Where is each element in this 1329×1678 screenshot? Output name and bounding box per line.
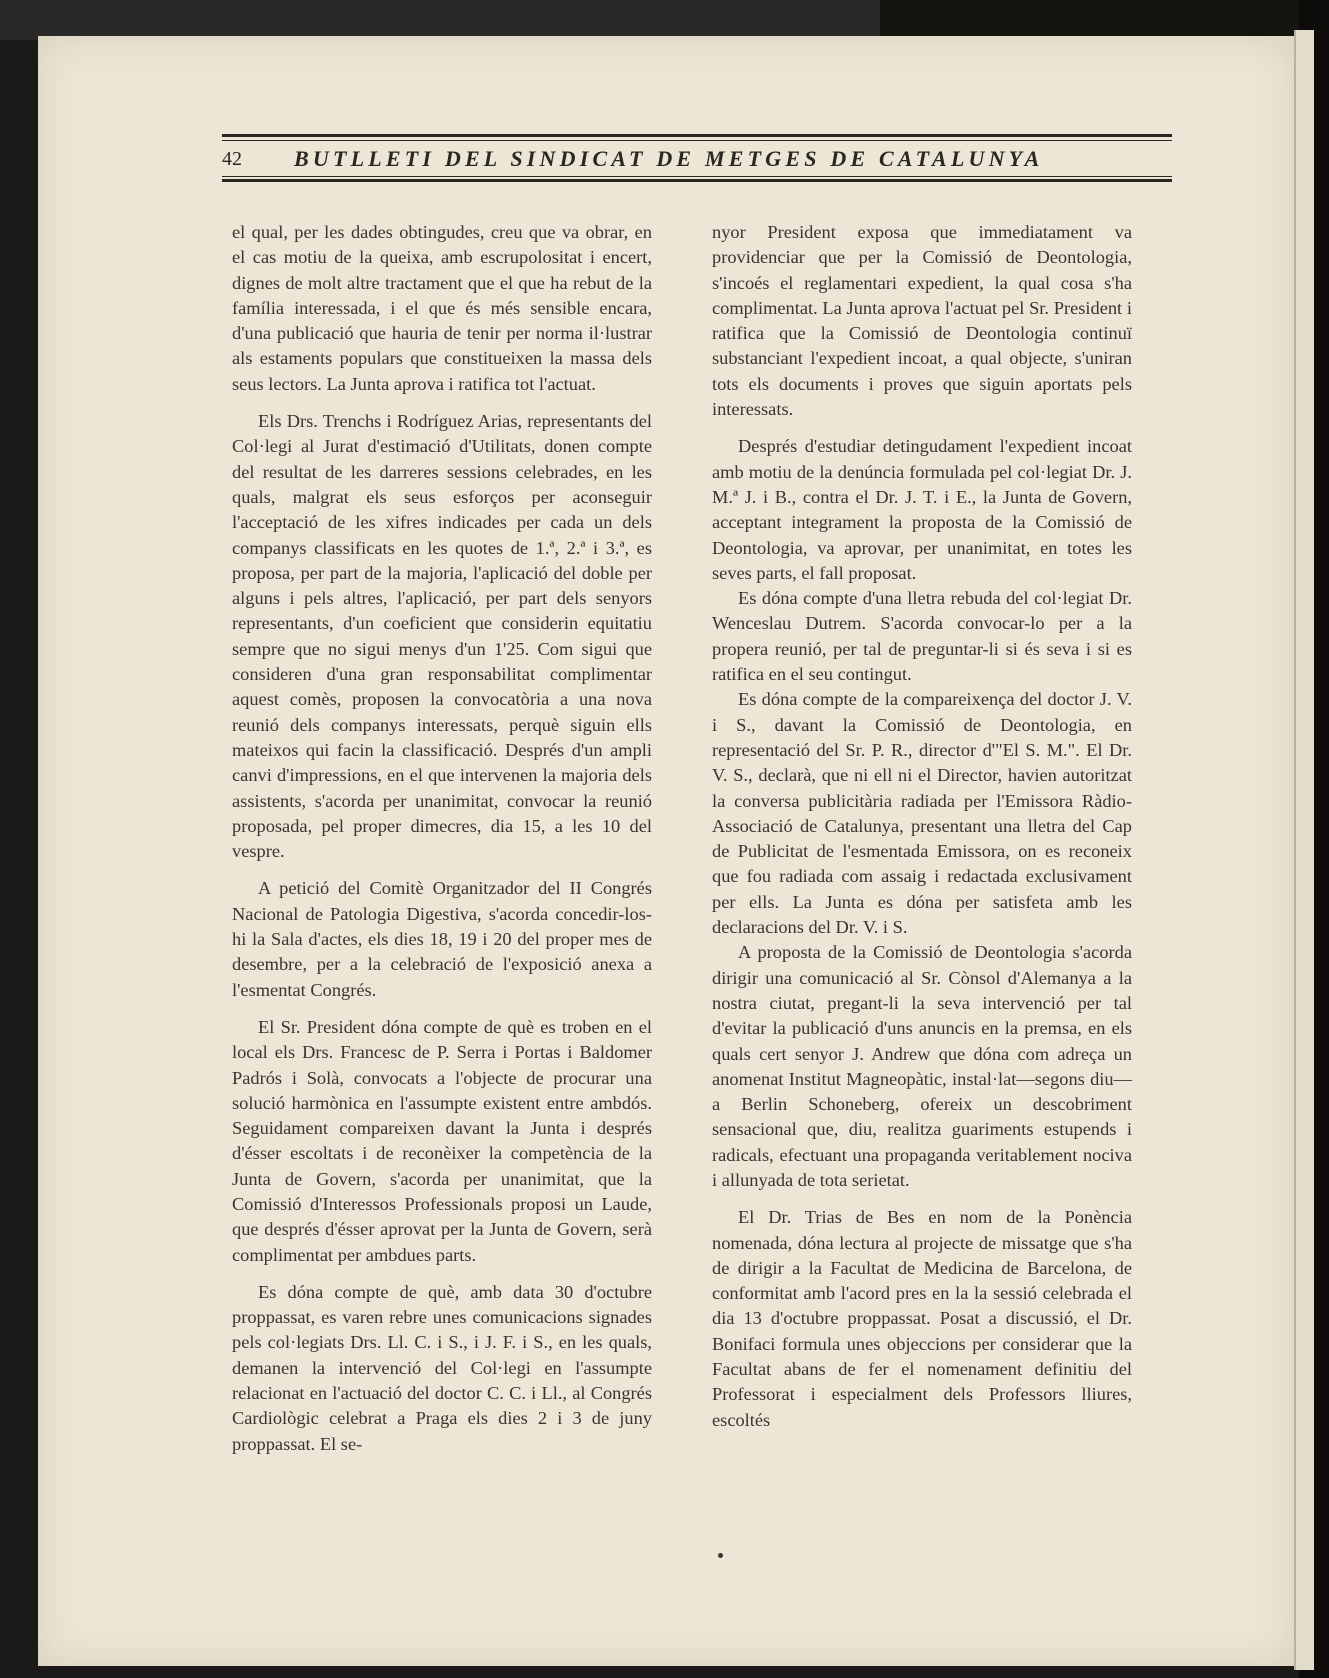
adjacent-page-edge [1294, 30, 1314, 1670]
paragraph: Es dóna compte de la compareixença del doctor J. V. i S., davant la Comissió de Deontologia, en representació del Sr. P. R., director d'"El S. M.". El Dr. V. S., declarà, que ni ell ni el Director, havien autoritzat la conversa publicitària radiada per l'Emissora Ràdio-Associació de Catalunya, presentant una lletra del Cap de Publicitat de l'esmentada Emissora, on es reconeix que fou radiada com assaig i redactada exclusivament per ells. La Junta es dóna per satisfeta amb les declaracions del Dr. V. i S. [712, 689, 1132, 938]
page-number: 42 [222, 148, 242, 170]
paragraph: el qual, per les dades obtingudes, creu que va obrar, en el cas motiu de la queixa, amb escrupolositat i encert, dignes de molt altre tractament que el que ha rebut de la família interessada, i el que és més sensible encara, d'una publicació que hauria de tenir per norma il·lustrar als estaments populars que constitueixen la massa dels seus lectors. La Junta aprova i ratifica tot l'actuat. [232, 222, 652, 394]
running-header [222, 134, 1172, 186]
left-column [232, 220, 652, 1457]
ink-speck [718, 1553, 723, 1558]
paragraph: A proposta de la Comissió de Deontologia s'acorda dirigir una comunicació al Sr. Cònsol d'Alemanya a la nostra ciutat, pregant-li la seva intervenció per tal d'evitar la publicació d'uns anuncis en la premsa, en els quals cert senyor J. Andrew que dóna com adreça un anomenat Institut Magneopàtic, instal·lat—segons diu—a Berlin Schoneberg, ofereix un descobriment sensacional que, diu, realitza guariments estupends i radicals, efectuant una propaganda veritablement nociva i allunyada de tota serietat. [712, 942, 1132, 1190]
paragraph: Després d'estudiar detingudament l'expedient incoat amb motiu de la denúncia formulada pel col·legiat Dr. J. M.ª J. i B., contra el Dr. J. T. i E., la Junta de Govern, acceptant integrament la proposta de la Comissió de Deontologia, va aprovar, per unanimitat, en totes les seves parts, el fall proposat. [712, 436, 1132, 583]
header-rule-bottom [222, 179, 1172, 182]
paragraph: Els Drs. Trenchs i Rodríguez Arias, representants del Col·legi al Jurat d'estimació d'Utilitats, donen compte del resultat de les darreres sessions celebrades, en les quals, malgrat els seus esforços per aconseguir l'acceptació de les xifres indicades per cada un dels companys classificats en les quotes de 1.ª, 2.ª i 3.ª, es proposa, per part de la majoria, l'aplicació del doble per alguns i pels altres, l'aplicació, per part dels senyors representants, d'un coeficient que considerin equitatiu sempre que no sigui menys d'un 1'25. Com sigui que consideren d'una gran responsabilitat complimentar aquest comès, proposen la convocatòria a una nova reunió dels companys interessats, perquè siguin ells mateixos qui facin la classificació. Després d'un ampli canvi d'impressions, en el que intervenen la majoria dels assistents, s'acorda per unanimitat, convocar la reunió proposada, pel proper dimecres, dia 15, a les 10 del vespre. [232, 411, 652, 862]
header-rule-top-thin [222, 140, 1172, 141]
paragraph: A petició del Comitè Organitzador del II Congrés Nacional de Patologia Digestiva, s'acorda concedir-los-hi la Sala d'actes, els dies 18, 19 i 20 del proper mes de desembre, per a la celebració de l'exposició anexa a l'esmentat Congrés. [232, 878, 652, 1000]
header-rule-top [222, 134, 1172, 137]
paragraph: El Sr. President dóna compte de què es troben en el local els Drs. Francesc de P. Serra i Portas i Baldomer Padrós i Solà, convocats a l'objecte de procurar una solució harmònica en l'assumpte existent entre ambdós. Seguidament compareixen davant la Junta i després d'ésser escoltats i de reconèixer la competència de la Junta de Govern, s'acorda per unanimitat, que la Comissió d'Interessos Professionals proposi un Laude, que després d'ésser aprovat per la Junta de Govern, serà complimentat per ambdues parts. [232, 1016, 652, 1265]
scan-top-border [0, 0, 1329, 40]
paragraph: El Dr. Trias de Bes en nom de la Ponència nomenada, dóna lectura al projecte de missatge que s'ha de dirigir a la Facultat de Medicina de Barcelona, de conformitat amb l'acord pres en la la sessió celebrada el dia 13 d'octubre proppassat. Posat a discussió, el Dr. Bonifaci formula unes objeccions per considerar que la Facultat abans de fer el nomenament definitiu del Professorat i especialment dels Professors lliures, escoltés [712, 1207, 1132, 1430]
paragraph: Es dóna compte d'una lletra rebuda del col·legiat Dr. Wenceslau Dutrem. S'acorda convocar-lo per a la propera reunió, per tal de preguntar-li si és seva i si es ratifica en el seu contingut. [712, 588, 1132, 685]
paragraph: nyor President exposa que immediatament va providenciar que per la Comissió de Deontologia, s'incoés el reglamentari expedient, la qual cosa s'ha complimentat. La Junta aprova l'actuat pel Sr. President i ratifica que la Comissió de Deontologia continuï substanciant l'expedient incoat, a qual objecte, s'uniran tots els documents i proves que siguin aportats pels interessats. [712, 222, 1132, 420]
journal-title: BUTLLETI DEL SINDICAT DE METGES DE CATALUNYA [294, 146, 1044, 171]
scan-top-border-grey [0, 0, 880, 40]
right-column [712, 220, 1132, 1433]
header-rule-bottom-thin [222, 176, 1172, 177]
paragraph: Es dóna compte de què, amb data 30 d'octubre proppassat, es varen rebre unes comunicacions signades pels col·legiats Drs. Ll. C. i S., i J. F. i S., en les quals, demanen la intervenció del Col·legi en l'assumpte relacionat en l'actuació del doctor C. C. i Ll., al Congrés Cardiològic celebrat a Praga els dies 2 i 3 de juny proppassat. El se- [232, 1281, 652, 1454]
